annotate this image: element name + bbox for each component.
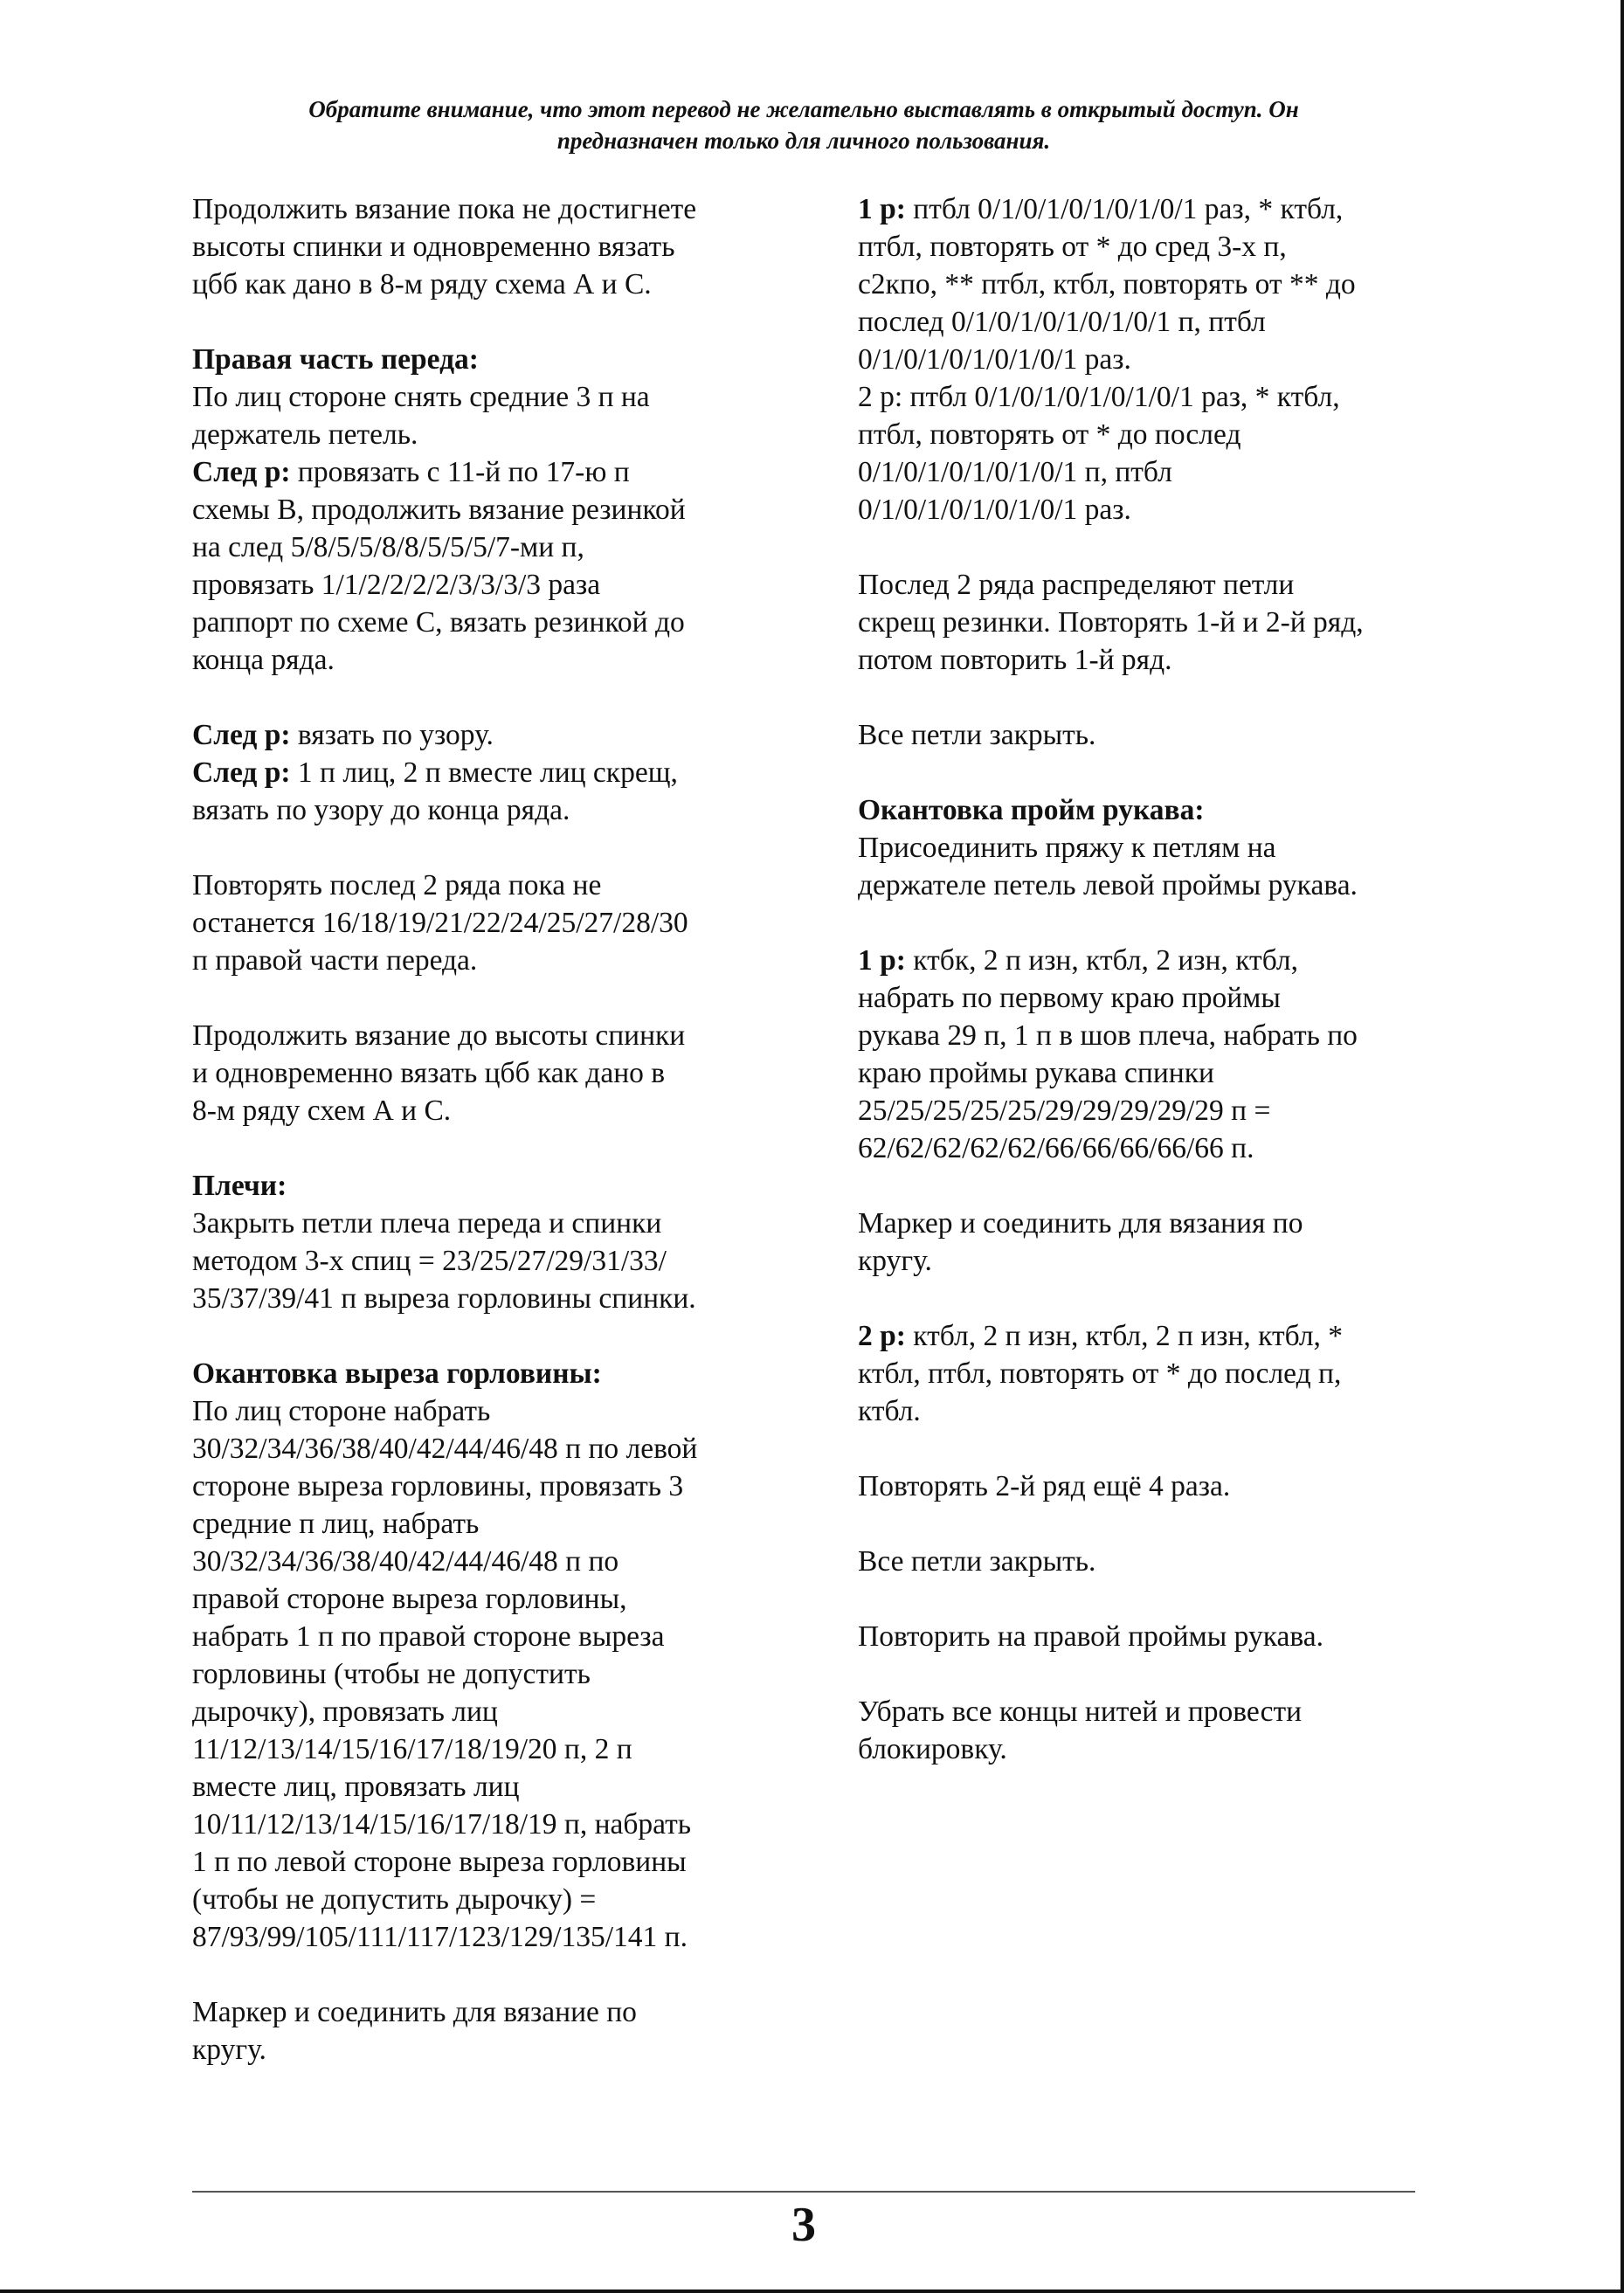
notice-line-2: предназначен только для личного пользования. [556, 128, 1051, 154]
row-text: ктбк, 2 п изн, ктбл, 2 изн, ктбл, [905, 944, 1298, 977]
text-line: рукава 29 п, 1 п в шов плеча, набрать по [858, 1019, 1358, 1052]
paragraph-continue-to-back-height [192, 1017, 804, 1129]
row-text: вязать по узору. [290, 719, 494, 751]
paragraph-repeat-right-armhole [858, 1618, 1469, 1655]
paragraph-finishing [858, 1693, 1469, 1768]
paragraph-next-rows [192, 716, 804, 829]
text-line: на след 5/8/5/5/8/8/5/5/5/7-ми п, [192, 531, 584, 563]
notice-line-1: Обратите внимание, что этот перевод не желательно выставлять в открытый доступ. Он [308, 96, 1299, 122]
right-column [858, 190, 1469, 1806]
text-line: средние п лиц, набрать [192, 1508, 480, 1540]
row-text: провязать с 11-й по 17-ю п [290, 456, 630, 488]
left-column [192, 190, 804, 2106]
text-line: скрещ резинки. Повторять 1-й и 2-й ряд, [858, 606, 1364, 639]
text-line: набрать 1 п по правой стороне выреза [192, 1620, 665, 1653]
text-line [192, 754, 804, 791]
text-line: потом повторить 1-й ряд. [858, 644, 1172, 676]
paragraph-armhole-row-2 [858, 1317, 1469, 1430]
paragraph-marker-join [192, 1993, 804, 2069]
text-line: Повторять 2-й ряд ещё 4 раза. [858, 1470, 1231, 1502]
paragraph-continue-knitting [192, 190, 804, 303]
text-line: Повторять послед 2 ряда пока не [192, 869, 602, 901]
text-line: держателе петель левой проймы рукава. [858, 869, 1358, 901]
footer-divider [192, 2191, 1415, 2193]
text-line: высоты спинки и одновременно вязать [192, 231, 675, 263]
text-line: с2кпо, ** птбл, ктбл, повторять от ** до [858, 268, 1356, 300]
paragraph-rows-1-2 [858, 190, 1469, 528]
text-line: 30/32/34/36/38/40/42/44/46/48 п по [192, 1545, 619, 1578]
text-line: Присоединить пряжу к петлям на [858, 832, 1276, 864]
text-line: вязать по узору до конца ряда. [192, 794, 570, 826]
text-line: схемы В, продолжить вязание резинкой [192, 494, 686, 526]
text-line [858, 1317, 1469, 1355]
row-label: След р: [192, 756, 291, 789]
paragraph-bind-off-2 [858, 1543, 1469, 1580]
text-line: 30/32/34/36/38/40/42/44/46/48 п по левой [192, 1433, 698, 1465]
row-text: птбл 0/1/0/1/0/1/0/1/0/1 раз, * ктбл, [905, 193, 1344, 225]
text-line: Убрать все концы нитей и провести [858, 1696, 1303, 1728]
text-line: Закрыть петли плеча переда и спинки [192, 1207, 662, 1240]
section-right-front [192, 341, 804, 679]
text-line: Продолжить вязание пока не достигнете [192, 193, 697, 225]
text-line: 10/11/12/13/14/15/16/17/18/19 п, набрать [192, 1808, 692, 1841]
row-text: ктбл, 2 п изн, ктбл, 2 п изн, ктбл, * [905, 1320, 1344, 1352]
row-label: 1 р: [858, 193, 906, 225]
text-line: методом 3-х спиц = 23/25/27/29/31/33/ [192, 1245, 667, 1277]
text-line: стороне выреза горловины, провязать 3 [192, 1470, 684, 1502]
text-line: 87/93/99/105/111/117/123/129/135/141 п. [192, 1921, 688, 1953]
section-heading: Окантовка пройм рукава: [858, 794, 1205, 826]
paragraph-rib-distribution [858, 566, 1469, 679]
text-line: Повторить на правой проймы рукава. [858, 1620, 1323, 1653]
text-line: дырочку), провязать лиц [192, 1696, 498, 1728]
text-line: (чтобы не допустить дырочку) = [192, 1883, 597, 1916]
text-line: и одновременно вязать цбб как дано в [192, 1057, 666, 1089]
text-line: Все петли закрыть. [858, 719, 1096, 751]
text-line: 2 р: птбл 0/1/0/1/0/1/0/1/0/1 раз, * ктбл, [858, 381, 1340, 413]
text-line: 1 п по левой стороне выреза горловины [192, 1846, 687, 1878]
text-line: Продолжить вязание до высоты спинки [192, 1019, 686, 1052]
text-line: послед 0/1/0/1/0/1/0/1/0/1 п, птбл [858, 306, 1266, 338]
section-heading: Плечи: [192, 1170, 287, 1202]
text-line: 0/1/0/1/0/1/0/1/0/1 п, птбл [858, 456, 1172, 488]
text-line: 11/12/13/14/15/16/17/18/19/20 п, 2 п [192, 1733, 632, 1765]
text-line: останется 16/18/19/21/22/24/25/27/28/30 [192, 907, 688, 939]
text-line: Маркер и соединить для вязания по [858, 1207, 1303, 1240]
text-line: цбб как дано в 8-м ряду схема А и С. [192, 268, 652, 300]
section-heading: Окантовка выреза горловины: [192, 1357, 602, 1390]
text-line: держатель петель. [192, 418, 418, 451]
text-line [192, 453, 804, 491]
row-label: 2 р: [858, 1320, 906, 1352]
text-line: Послед 2 ряда распределяют петли [858, 569, 1295, 601]
page-number: 3 [791, 2198, 816, 2252]
section-neckline-edging [192, 1355, 804, 1956]
text-line: конца ряда. [192, 644, 335, 676]
section-heading: Правая часть переда: [192, 343, 479, 376]
paragraph-bind-off [858, 716, 1469, 754]
copyright-notice [192, 93, 1415, 156]
row-label: 1 р: [858, 944, 906, 977]
row-text: 1 п лиц, 2 п вместе лиц скрещ, [290, 756, 678, 789]
page-border-right [1621, 0, 1624, 2293]
text-line: птбл, повторять от * до послед [858, 418, 1241, 451]
text-line: краю проймы рукава спинки [858, 1057, 1214, 1089]
text-line: 8-м ряду схем А и С. [192, 1095, 452, 1127]
paragraph-repeat-rows [192, 867, 804, 979]
row-label: След р: [192, 456, 291, 488]
text-line [858, 190, 1469, 228]
text-line: По лиц стороне набрать [192, 1395, 491, 1427]
text-line: 0/1/0/1/0/1/0/1/0/1 раз. [858, 494, 1131, 526]
paragraph-armhole-row-1 [858, 942, 1469, 1167]
paragraph-marker-join-round [858, 1205, 1469, 1280]
text-line: кругу. [858, 1245, 932, 1277]
text-line: п правой части переда. [192, 944, 478, 977]
text-line: По лиц стороне снять средние 3 п на [192, 381, 650, 413]
text-line: Все петли закрыть. [858, 1545, 1096, 1578]
text-line: правой стороне выреза горловины, [192, 1583, 627, 1615]
section-shoulders [192, 1167, 804, 1317]
text-line: набрать по первому краю проймы [858, 982, 1281, 1014]
text-line: раппорт по схеме С, вязать резинкой до [192, 606, 685, 639]
text-line: 62/62/62/62/62/66/66/66/66/66 п. [858, 1132, 1254, 1164]
text-line [858, 942, 1469, 979]
text-line: блокировку. [858, 1733, 1007, 1765]
paragraph-repeat-row-2 [858, 1468, 1469, 1505]
text-line: кругу. [192, 2034, 266, 2066]
text-line: 35/37/39/41 п выреза горловины спинки. [192, 1282, 696, 1315]
text-line: вместе лиц, провязать лиц [192, 1771, 520, 1803]
text-line: Маркер и соединить для вязание по [192, 1996, 637, 2028]
text-line [192, 716, 804, 754]
text-line: горловины (чтобы не допустить [192, 1658, 591, 1690]
text-line: ктбл, птбл, повторять от * до послед п, [858, 1357, 1342, 1390]
text-line: птбл, повторять от * до сред 3-х п, [858, 231, 1287, 263]
text-line: провязать 1/1/2/2/2/2/3/3/3/3 раза [192, 569, 601, 601]
text-line: 25/25/25/25/25/29/29/29/29/29 п = [858, 1095, 1271, 1127]
row-label: След р: [192, 719, 291, 751]
text-line: 0/1/0/1/0/1/0/1/0/1 раз. [858, 343, 1131, 376]
page-border-bottom [0, 2290, 1624, 2293]
text-line: ктбл. [858, 1395, 921, 1427]
section-armhole-edging [858, 791, 1469, 904]
